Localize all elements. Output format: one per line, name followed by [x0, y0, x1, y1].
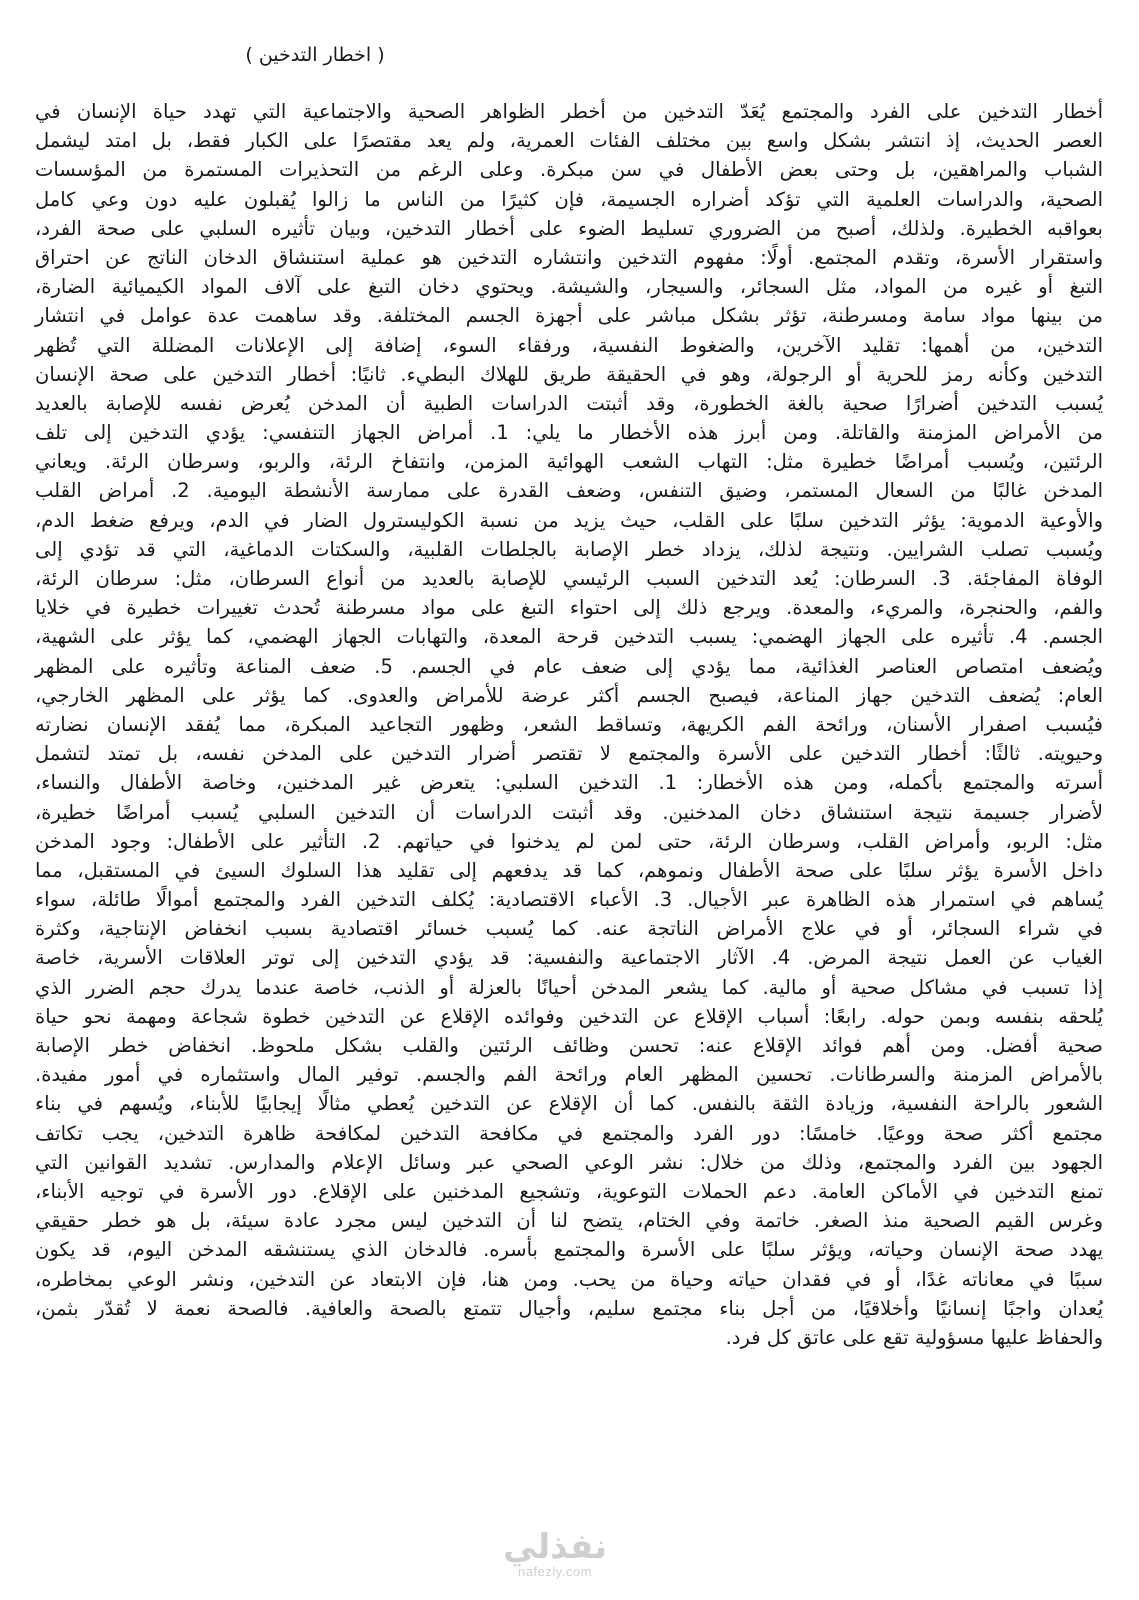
watermark-logo: نفذلي	[502, 1527, 608, 1567]
body-line: المدخن غالبًا من السعال المستمر، وضيق التنفس، وضعف القدرة على ممارسة الأنشطة اليومية. 2. أمراض القلب	[35, 479, 1103, 503]
body-line: في شراء السجائر، أو في علاج الأمراض الناتجة عنه. كما يُسبب خسائر اقتصادية بسبب انخفاض الإنتاجية، وكثرة	[35, 917, 1103, 941]
body-line: بعواقبه الخطيرة. ولذلك، أصبح من الضروري تسليط الضوء على أخطار التدخين، وبيان تأثيره السلبي على صحة الفرد،	[35, 216, 1103, 240]
watermark	[480, 1528, 630, 1579]
body-line: العصر الحديث، إذ انتشر بشكل واسع بين مختلف الفئات العمرية، ولم يعد مقتصرًا على الكبار فقط، بل امتد ليشمل	[35, 129, 1103, 153]
body-line: الصحية، والدراسات العلمية التي تؤكد أضراره الجسيمة، فإن كثيرًا من الناس ما زالوا يُقبلون عليه دون وعي كامل	[35, 187, 1103, 211]
body-line: تمنع التدخين في الأماكن العامة. دعم الحملات التوعوية، وتشجيع المدخنين على الإقلاع. دور الأسرة في توجيه الأبناء،	[35, 1179, 1103, 1203]
body-line: يُسبب التدخين أضرارًا صحية بالغة الخطورة، وقد أثبتت الدراسات الطبية أن المدخن يُعرض نفسه للإصابة بالعديد	[35, 391, 1103, 415]
body-line: أخطار التدخين على الفرد والمجتمع يُعَدّ التدخين من أخطر الظواهر الصحية والاجتماعية التي تهدد حياة الإنسان في	[35, 100, 1103, 123]
body-line: الجهود بين الفرد والمجتمع، وذلك من خلال: نشر الوعي الصحي عبر وسائل الإعلام والمدارس. تشديد القوانين التي	[35, 1150, 1103, 1174]
body-line: بالأمراض المزمنة والسرطانات. تحسين المظهر العام ورائحة الفم والجسم. توفير المال واستثماره في أمور مفيدة.	[35, 1063, 1103, 1087]
body-line: التبغ أو غيره من المواد، مثل السجائر، والسيجار، والشيشة. ويحتوي دخان التبغ على آلاف المواد الكيميائية الضارة،	[35, 275, 1103, 299]
body-line: يُساهم في استمرار هذه الظاهرة عبر الأجيال. 3. الأعباء الاقتصادية: يُكلف التدخين الفرد والمجتمع أموالًا طائلة، سواء	[35, 888, 1103, 912]
body-line: الغياب عن العمل نتيجة المرض. 4. الآثار الاجتماعية والنفسية: قد يؤدي التدخين إلى توتر العلاقات الأسرية، خاصة	[35, 946, 1103, 970]
body-line-last: والحفاظ عليها مسؤولية تقع على عاتق كل فرد.	[725, 1325, 1103, 1349]
body-line: يُلحقه بنفسه وبمن حوله. رابعًا: أسباب الإقلاع عن التدخين وفوائده الإقلاع عن التدخين خطوة شجاعة ومهمة نحو حياة	[35, 1004, 1103, 1028]
document-body	[35, 97, 1103, 1352]
body-line: لأضرار جسيمة نتيجة استنشاق دخان المدخنين. وقد أثبتت الدراسات أن التدخين السلبي يُسبب أمراضًا خطيرة،	[35, 800, 1103, 824]
body-line: الوفاة المفاجئة. 3. السرطان: يُعد التدخين السبب الرئيسي للإصابة بالعديد من أنواع السرطان، مثل: سرطان الرئة،	[35, 567, 1103, 590]
body-line: التدخين، من أهمها: تقليد الآخرين، والضغوط النفسية، ورفقاء السوء، إضافة إلى الإعلانات المضللة التي تُظهر	[35, 333, 1103, 357]
body-line: يهدد صحة الإنسان وحياته، ويؤثر سلبًا على الأسرة والمجتمع بأسره. فالدخان الذي يستنشقه المدخن اليوم، قد يكون	[35, 1238, 1103, 1262]
body-line: واستقرار الأسرة، وتقدم المجتمع. أولًا: مفهوم التدخين وانتشاره التدخين هو عملية استنشاق الدخان الناتج عن احتراق	[35, 245, 1103, 269]
body-line: العام: يُضعف التدخين جهاز المناعة، فيصبح الجسم أكثر عرضة للأمراض والعدوى. كما يؤثر على المظهر الخارجي،	[35, 683, 1103, 707]
body-line: مجتمع أكثر صحة ووعيًا. خامسًا: دور الفرد والمجتمع في مكافحة التدخين لمكافحة ظاهرة التدخين، يجب تكاتف	[35, 1121, 1103, 1145]
body-line: يُعدان واجبًا إنسانيًا وأخلاقيًا، من أجل بناء مجتمع سليم، وأجيال تتمتع بالصحة والعافية. فالصحة نعمة لا تُقدّر بثمن،	[35, 1296, 1103, 1320]
body-line: وحيويته. ثالثًا: أخطار التدخين على الأسرة والمجتمع لا تقتصر أضرار التدخين على المدخن نفسه، بل تمتد لتشمل	[35, 742, 1103, 766]
body-line: سببًا في معاناته غدًا، أو في فقدان حياته وحياة من يحب. ومن هنا، فإن الابتعاد عن التدخين، ونشر الوعي بمخاطره،	[35, 1267, 1103, 1291]
body-line: إذا تسبب في مشاكل صحية أو مالية. كما يشعر المدخن أحيانًا بالعزلة أو الذنب، خاصة عندما يدرك حجم الضرر الذي	[35, 975, 1103, 999]
document-title: ( اخطار التدخين )	[245, 44, 385, 66]
body-line: داخل الأسرة يؤثر سلبًا على صحة الأطفال ونموهم، كما قد يدفعهم إلى تقليد هذا السلوك السيئ في المستقبل، مما	[35, 858, 1103, 882]
body-line: التدخين وكأنه رمز للحرية أو الرجولة، وهو في الحقيقة طريق للهلاك البطيء. ثانيًا: أخطار التدخين على صحة الإنسان	[35, 362, 1103, 386]
body-line: مثل: الربو، وأمراض القلب، وسرطان الرئة، حتى لمن لم يدخنوا في حياتهم. 2. التأثير على الأطفال: وجود المدخن	[35, 829, 1104, 853]
body-line: الجسم. 4. تأثيره على الجهاز الهضمي: يسبب التدخين قرحة المعدة، والتهابات الجهاز الهضمي، كما يؤثر على الشهية،	[35, 625, 1103, 649]
body-line: والأوعية الدموية: يؤثر التدخين سلبًا على القلب، حيث يزيد من نسبة الكوليسترول الضار في الدم، ويرفع ضغط الدم،	[35, 508, 1103, 532]
body-line: من الأمراض المزمنة والقاتلة. ومن أبرز هذه الأخطار ما يلي: 1. أمراض الجهاز التنفسي: يؤدي التدخين إلى تلف	[35, 421, 1103, 445]
body-line: وغرس القيم الصحية منذ الصغر. خاتمة وفي الختام، يتضح لنا أن التدخين ليس مجرد عادة سيئة، بل هو خطر حقيقي	[35, 1209, 1103, 1233]
body-line: ويُضعف امتصاص العناصر الغذائية، مما يؤدي إلى ضعف عام في الجسم. 5. ضعف المناعة وتأثيره على المظهر	[35, 654, 1103, 678]
body-line: ويُسبب تصلب الشرايين. ونتيجة لذلك، يزداد خطر الإصابة بالجلطات القلبية، والسكتات الدماغية، التي قد تؤدي إلى	[35, 537, 1103, 561]
body-line: الشباب والمراهقين، بل وحتى بعض الأطفال في سن مبكرة. وعلى الرغم من التحذيرات المستمرة من المؤسسات	[35, 158, 1103, 182]
body-line: الشعور بالراحة النفسية، وزيادة الثقة بالنفس. كما أن الإقلاع عن التدخين يُعطي مثالًا إيجابيًا للأبناء، ويُسهم في بناء	[35, 1092, 1103, 1116]
body-line: والفم، والحنجرة، والمريء، والمعدة. ويرجع ذلك إلى احتواء التبغ على مواد مسرطنة تُحدث تغييرات خطيرة في خلايا	[35, 596, 1103, 620]
body-line: من بينها مواد سامة ومسرطنة، تؤثر بشكل مباشر على أجهزة الجسم المختلفة. وقد ساهمت عدة عوامل في انتشار	[35, 304, 1103, 328]
body-line: صحية أفضل. ومن أهم فوائد الإقلاع عنه: تحسن وظائف الرئتين والقلب بشكل ملحوظ. انخفاض خطر الإصابة	[35, 1034, 1103, 1057]
body-line: فيُسبب اصفرار الأسنان، ورائحة الفم الكريهة، وتساقط الشعر، وظهور التجاعيد المبكرة، مما يُفقد الإنسان نضارته	[35, 712, 1103, 736]
body-line: الرئتين، ويُسبب أمراضًا خطيرة مثل: التهاب الشعب الهوائية المزمن، وانتفاخ الرئة، والربو، وسرطان الرئة. ويعاني	[35, 450, 1103, 474]
body-line: أسرته والمجتمع بأكمله، ومن هذه الأخطار: 1. التدخين السلبي: يتعرض غير المدخنين، وخاصة الأطفال والنساء،	[35, 771, 1103, 795]
watermark-url: nafezly.com	[518, 1564, 592, 1579]
